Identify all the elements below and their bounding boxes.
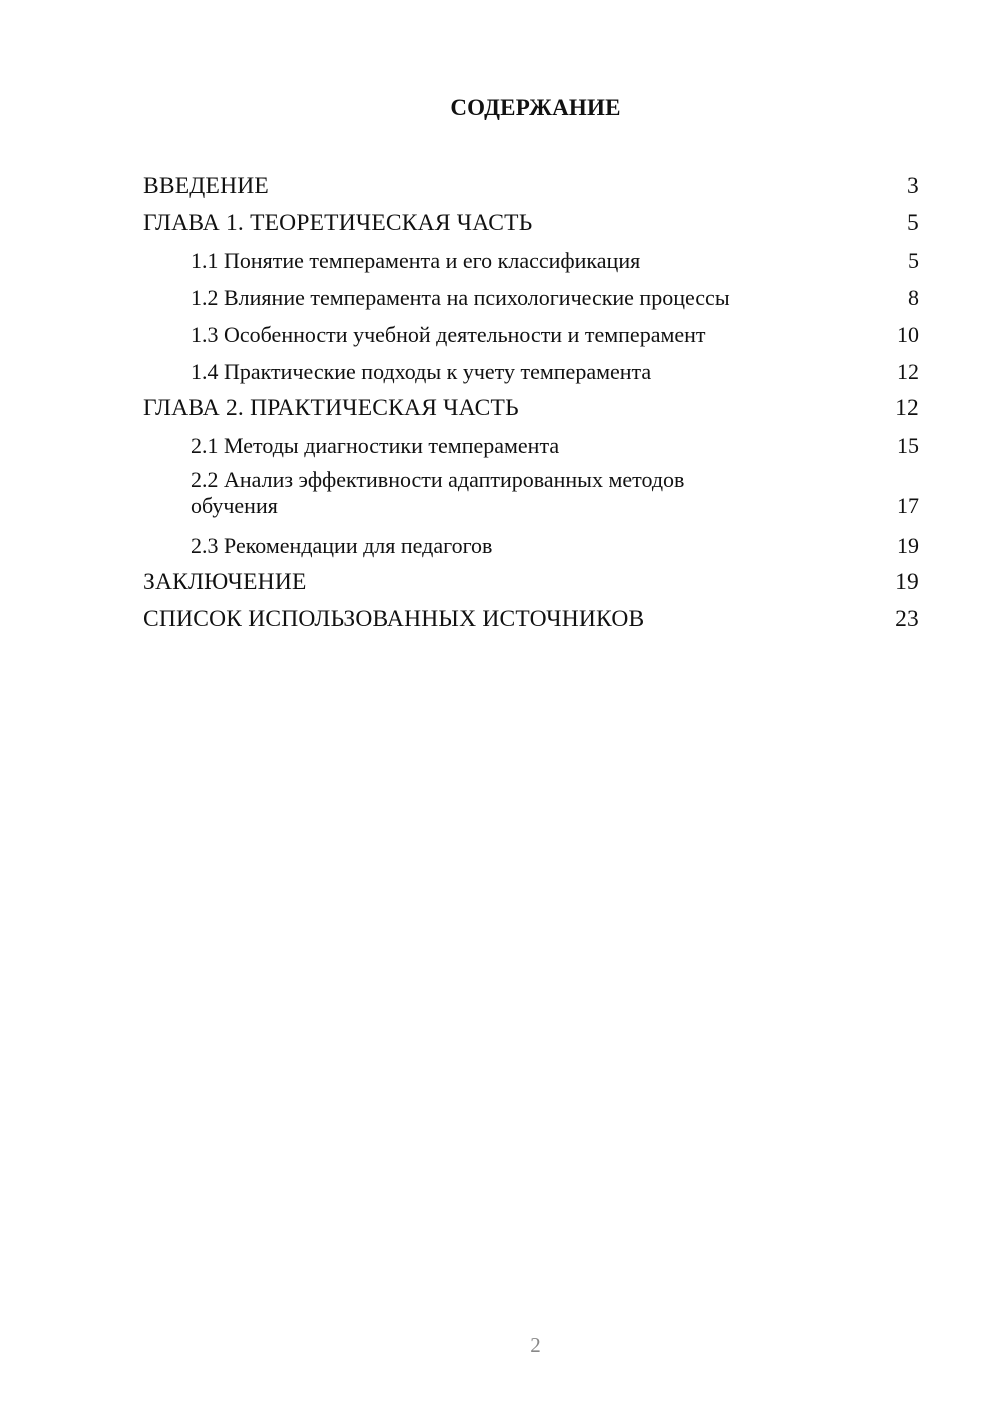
toc-entry-conclusion[interactable] [143,564,919,601]
toc-entry-text: 1.1 Понятие темперамента и его классификация [191,248,641,273]
toc-entry-references[interactable] [143,601,919,638]
toc-entry-page: 19 [897,533,919,558]
toc-entry-section-1-1[interactable] [143,242,919,279]
toc-entry-text: 2.1 Методы диагностики темперамента [191,433,560,458]
toc-entry-page: 12 [897,359,919,384]
toc-entry-section-2-1[interactable] [143,427,919,464]
toc-entry-page: 23 [895,606,919,632]
toc-entry-page: 19 [895,569,919,595]
toc-entry-section-2-3[interactable] [143,527,919,564]
table-of-contents [143,168,919,638]
toc-entry-text: 1.3 Особенности учебной деятельности и темперамент [191,322,706,347]
toc-entry-text: ВВЕДЕНИЕ [143,173,269,199]
toc-entry-page: 5 [908,248,919,273]
toc-entry-section-1-3[interactable] [143,316,919,353]
toc-entry-text: ЗАКЛЮЧЕНИЕ [143,569,307,595]
toc-entry-section-1-2[interactable] [143,279,919,316]
toc-entry-text: 1.4 Практические подходы к учету темперамента [191,359,652,384]
toc-entry-section-2-2[interactable] [143,464,919,527]
toc-entry-text: СПИСОК ИСПОЛЬЗОВАННЫХ ИСТОЧНИКОВ [143,606,645,632]
toc-entry-page: 17 [897,493,919,518]
toc-entry-introduction[interactable] [143,168,919,205]
toc-entry-text: 2.3 Рекомендации для педагогов [191,533,493,558]
page-number: 2 [530,1333,541,1357]
toc-entry-text: ГЛАВА 1. ТЕОРЕТИЧЕСКАЯ ЧАСТЬ [143,210,533,236]
toc-entry-section-1-4[interactable] [143,353,919,390]
toc-entry-page: 15 [897,433,919,458]
toc-entry-chapter-2[interactable] [143,390,919,427]
toc-entry-page: 5 [907,210,919,236]
page-title: СОДЕРЖАНИЕ [450,95,621,120]
toc-entry-page: 3 [907,173,919,199]
toc-entry-page: 8 [908,285,919,310]
toc-entry-chapter-1[interactable] [143,205,919,242]
toc-entry-text: 2.2 Анализ эффективности адаптированных методов обучения [191,467,685,518]
toc-entry-text: 1.2 Влияние темперамента на психологические процессы [191,285,730,310]
toc-entry-page: 12 [895,395,919,421]
toc-entry-text: ГЛАВА 2. ПРАКТИЧЕСКАЯ ЧАСТЬ [143,395,519,421]
toc-entry-page: 10 [897,322,919,347]
